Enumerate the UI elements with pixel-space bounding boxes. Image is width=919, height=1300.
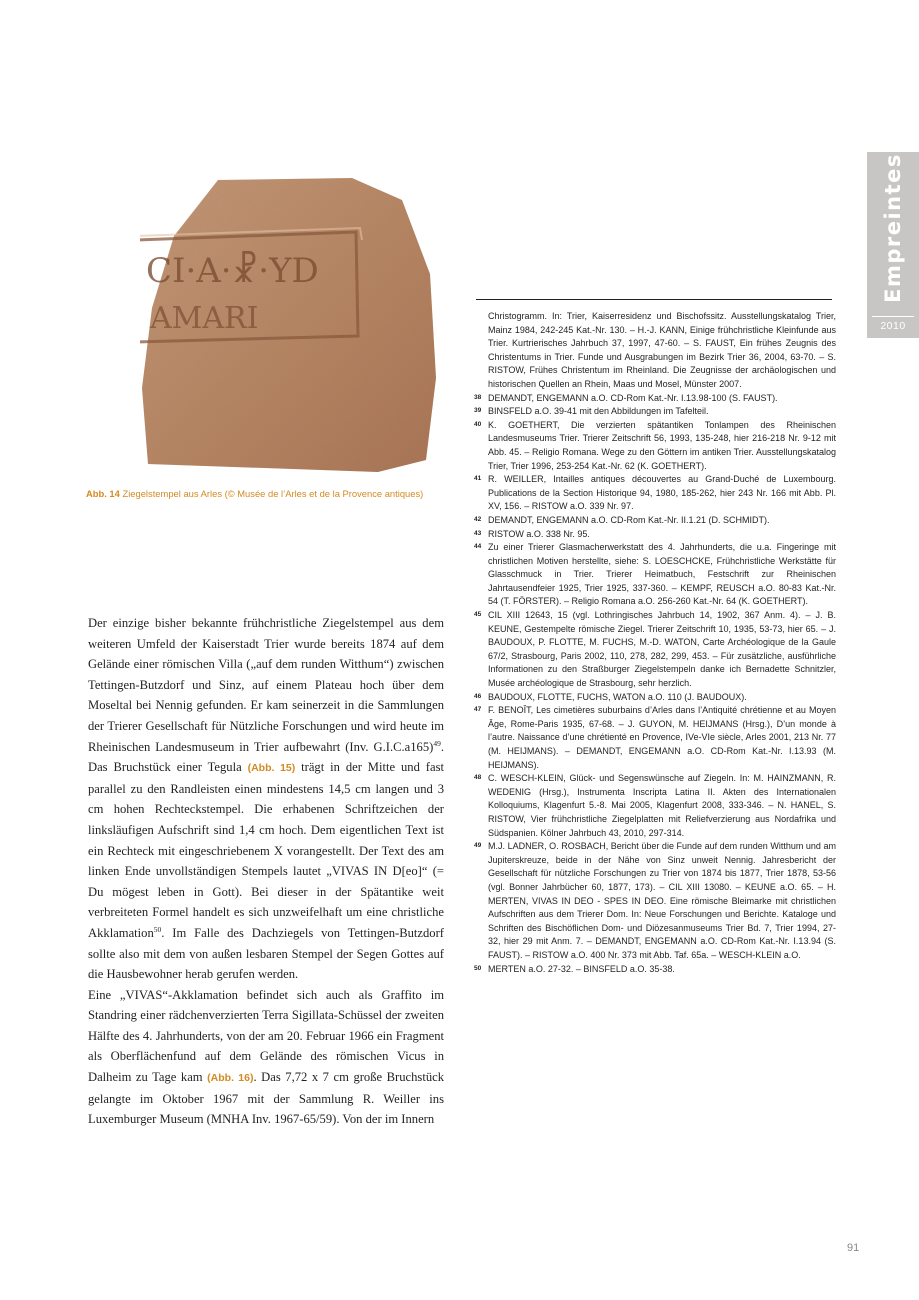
figure-caption-text: Ziegelstempel aus Arles (© Musée de l’Arles et de la Provence antiques) [122,488,424,499]
footnote-ref-49[interactable]: 49 [433,738,441,748]
footnote: Christogramm. In: Trier, Kaiserresidenz und Bischofssitz. Ausstellungskatalog Trier, Mainz 1984, 242-245 Kat.-Nr. 130. – H.-J. KANN, Einige frühchristliche Kleinfunde aus Trier. Kurtrierisches Jahrbuch 37, 1997, 47-60. – S. FAUST, Ein frühes Zeugnis des Christentums in Trier. Funde und Ausgrabungen im Bezirk Trier 36, 2004, 63-70. – S. RISTOW, Frühes Christentum im Rheinland. Die Zeugnisse der archäologischen und historischen Quellen an Rhein, Maas und Mosel, Münster 2007. [488,311,836,389]
footnote-ref-50[interactable]: 50 [153,924,162,934]
footnote: 47 F. BENOÎT, Les cimetières suburbains d’Arles dans l’Antiquité chrétienne et au Moyen Âge, Rome-Paris 1935, 67-68. – J. GUYON, M. HEIJMANS (Hrsg.), D’un monde à l’autre. Naissance d’une chrétienté en Provence, IVe-VIe siècle, Arles 2001, 213 Nr. 77 (M. HEIJMANS). – DEMANDT, ENGEMANN a.O. CD-Rom Kat.-Nr. I.13.93 (M. HEIJMANS). [474,705,836,770]
main-text-column [88,613,444,1130]
footnote: 38 DEMANDT, ENGEMANN a.O. CD-Rom Kat.-Nr. I.13.98-100 (S. FAUST). [474,392,778,403]
footnote: 42 DEMANDT, ENGEMANN a.O. CD-Rom Kat.-Nr. II.1.21 (D. SCHMIDT). [474,514,770,525]
footnote: 43 RISTOW a.O. 338 Nr. 95. [474,528,590,539]
footnote: 49 M.J. LADNER, O. ROSBACH, Bericht über die Funde auf dem runden Witthum und am Jupiterskreuze, beide in der Nähe von Sinz unweit Nennig. Jahresbericht der Gesellschaft für nützliche Forschungen zu Trier von 1874 bis 1877, Trier 1878, 53-56 (vgl. Bonner Jahrbücher 60, 1877, 173). – CIL XIII 13080. – KEUNE a.O. 65. – H. MERTEN, VIVAS IN DEO - SPES IN DEO. Eine römische Bleimarke mit christlichen Aufschriften aus dem Trierer Dom. In: Neue Forschungen und Berichte. Kataloge und Schriften des Bischöflichen Dom- und Diözesanmuseums Trier Bd. 7, Trier 1994, 27-32, hier 29 mit Anm. 7. – DEMANDT, ENGEMANN a.O. CD-Rom Kat.-Nr. I.13.94 (S. FAUST). – RISTOW a.O. 400 Nr. 373 mit Abb. Taf. 65a. – WESCH-KLEIN a.O. [474,841,836,960]
side-tab-divider [872,316,914,317]
paragraph-1: Der einzige bisher bekannte frühchristliche Ziegelstempel aus dem weiteren Umfeld der Kaiserstadt Trier wurde bereits 1874 auf dem Gelände einer römischen Villa („auf dem runden Witthum“) zwischen Tettingen-Butzdorf und Sinz, auf einem Plateau hoch über dem Moseltal bei Nennig gefunden. Er kam seinerzeit in die Sammlungen der Trierer Gesellschaft für Nützliche Forschungen und wird heute im Rheinischen Landesmuseum in Trier aufbewahrt (Inv. G.I.C.a165)$^{49}$. Das Bruchstück einer Tegula (Abb. 15) trägt in der Mitte und fast parallel zu den Randleisten einen mindestens 14,5 cm langen und 3 cm hohen Rechteckstempel. Die erhabenen Schriftzeichen der linksläufigen Aufschrift sind 1,4 cm hoch. Dem eigentlichen Text ist ein Rechteck mit eingeschriebenem X vorangestellt. Der Text des am linken Ende unvollständigen Stempels lautet „VIVAS IN D[eo]“ (= Du mögest leben in Gott). Bei dieser in der Spätantike weit verbreiteten Formel handelt es sich unzweifelhaft um eine christliche Akklamation$^{50}$. Im Falle des Dachziegels von Tettingen-Butzdorf sollte also mit dem von außen lesbaren Stempel der Segen Gottes auf die Hausbewohner herab gerufen werden. [88,616,444,982]
footnote: 45 CIL XIII 12643, 15 (vgl. Lothringisches Jahrbuch 14, 1902, 367 Anm. 4). – J. B. KEUNE, Gestempelte römische Ziegel. Trierer Zeitschrift 10, 1935, 53-73, hier 65. – J. BAUDOUX, P. FLOTTE, M. FUCHS, M.-D. WATON, Carte Archéologique de la Gaule 67/2, Strasbourg, Paris 2002, 110, 278, 282, 299, 453. – Für zusätzliche, ausführliche Informationen zu den Straßburger Ziegelstempeln danke ich Bernadette Schnitzler, Musée archéologique de Strasbourg, sehr herzlich. [474,610,836,689]
footnote: 48 C. WESCH-KLEIN, Glück- und Segenswünsche auf Ziegeln. In: M. HAINZMANN, R. WEDENIG (Hrsg.), Instrumenta Inscripta Latina II. Akten des Internationalen Kolloquiums, Klagenfurt 5.-8. Mai 2005, Klagenfurt 2008, 333-346. – N. HANEL, S. RISTOW, Vier frühchristliche Ziegelplatten mit Reliefverzierung aus Nordafrika und Südspanien. Kölner Jahrbuch 43, 2010, 297-314. [474,773,836,838]
stamp-text-line1: CI·A·☧·YD [146,251,319,291]
footnotes-column [474,310,836,976]
figure-ref-abb-15[interactable]: (Abb. 15) [247,762,296,775]
stamp-text-line2: AMARI [150,301,259,336]
figure-caption [86,488,456,500]
tile-stamp-photo [140,178,440,474]
footnote: 39 BINSFELD a.O. 39-41 mit den Abbildungen im Tafelteil. [474,406,709,417]
figure-label: Abb. 14 [86,488,120,499]
side-tab-title: Empreintes [881,153,905,303]
footnote: 40 K. GOETHERT, Die verzierten spätantiken Tonlampen des Rheinischen Landesmuseums Trier. Trierer Zeitschrift 56, 1993, 135-248, hier 216-218 Nr. 9-12 mit Abb. 45. – Religio Romana. Wege zu den Göttern im antiken Trier. Ausstellungskatalog Trier, Trier 1996, 253-254 Kat.-Nr. 62 (K. GOETHERT). [474,419,836,471]
page-number: 91 [847,1242,860,1254]
paragraph-2: Eine „VIVAS“-Akklamation befindet sich auch als Graffito im Standring einer rädchenverzierten Terra Sigillata-Schüssel der zweiten Hälfte des 4. Jahrhunderts, von der am 20. Februar 1966 ein Fragment als Oberflächenfund auf dem Gelände des römischen Vicus in Dalheim zu Tage kam (Abb. 16). Das 7,72 x 7 cm große Bruchstück gelangte im Oktober 1967 mit der Sammlung R. Weiller ins Luxemburger Museum (MNHA Inv. 1967-65/59). Von der im Innern [88,987,445,1127]
footnote: 44 Zu einer Trierer Glasmacherwerkstatt des 4. Jahrhunderts, die u.a. Fingeringe mit christlichen Motiven herstellte, siehe: S. LOESCHCKE, Frühchristliche Werkstätte für Glasschmuck in Trier. Trierer Heimatbuch, Festschrift zur Rheinischen Jahrtausendfeier 1925, Trier 1925, 337-360. – KEMPF, REUSCH a.O. 80-83 Kat.-Nr. 54 (T. FÖRSTER). – Religio Romana a.O. 256-260 Kat.-Nr. 64 (K. GOETHERT). [474,542,836,607]
footnote-rule [476,299,832,300]
footnote: 41 R. WEILLER, Intailles antiques découvertes au Grand-Duché de Luxembourg. Publications de la Section Historique 94, 1980, 185-262, hier 243 Nr. 166 mit Abb. Pl. XV, 156. – RISTOW a.O. 339 Nr. 97. [474,474,836,512]
footnote: 50 MERTEN a.O. 27-32. – BINSFELD a.O. 35-38. [474,963,675,974]
figure-ref-abb-16[interactable]: (Abb. 16) [207,1072,254,1085]
footnote: 46 BAUDOUX, FLOTTE, FUCHS, WATON a.O. 110 (J. BAUDOUX). [474,691,747,702]
side-tab-year: 2010 [880,320,906,332]
side-tab [867,152,919,338]
